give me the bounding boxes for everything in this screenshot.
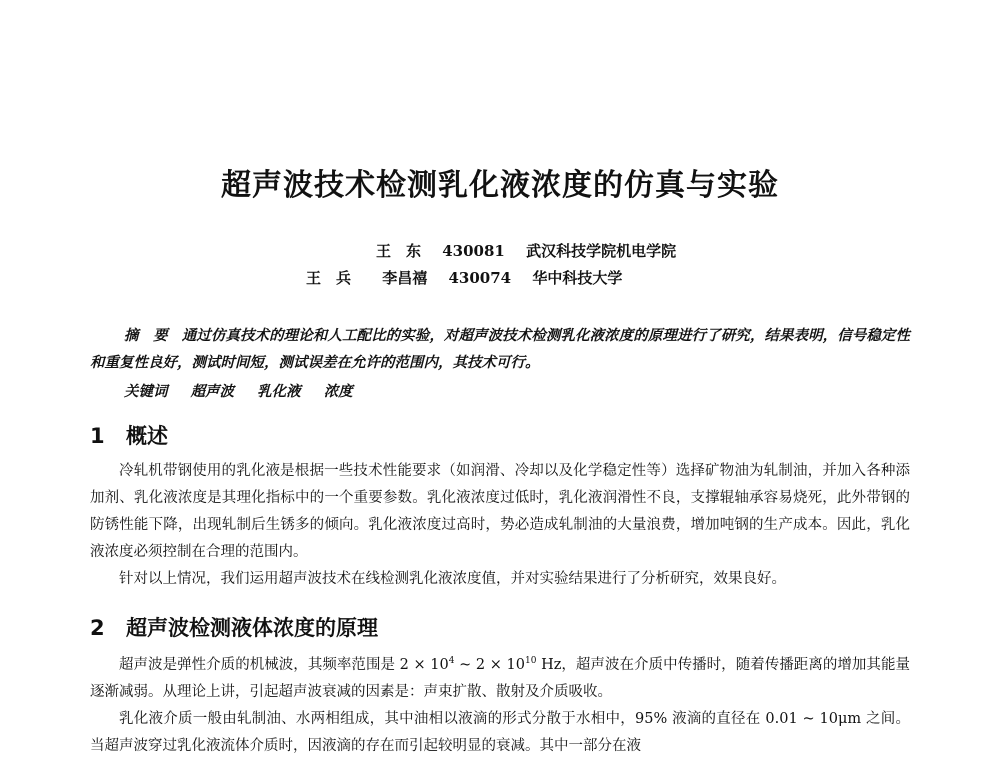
paragraph-text: ~ 2 × 10 <box>454 657 525 673</box>
author-line-1 <box>376 240 676 261</box>
keyword-item: 超声波 <box>190 383 235 400</box>
section-heading-2 <box>90 612 378 642</box>
author-name: 王 兵 <box>306 269 352 287</box>
paragraph-text: 超声波是弹性介质的机械波，其频率范围是 2 × 10 <box>119 657 449 673</box>
abstract <box>90 322 910 376</box>
abstract-label: 摘 要 <box>124 327 168 344</box>
section-number: 2 <box>90 616 105 640</box>
keyword-item: 浓度 <box>323 383 353 400</box>
paragraph: 冷轧机带钢使用的乳化液是根据一些技术性能要求（如润滑、冷却以及化学稳定性等）选择矿物油为轧制油，并加入各种添加剂、乳化液浓度是其理化指标中的一个重要参数。乳化液浓度过低时，乳化液润滑性不良，支撑辊轴承容易烧死，此外带钢的防锈性能下降，出现轧制后生锈多的倾向。乳化液浓度过高时，势必造成轧制油的大量浪费，增加吨钢的生产成本。因此，乳化液浓度必须控制在合理的范围内。 <box>90 463 910 560</box>
author-affiliation: 华中科技大学 <box>532 269 623 287</box>
section-heading-1 <box>90 420 168 450</box>
section-title: 超声波检测液体浓度的原理 <box>126 616 378 640</box>
section-2-body <box>90 652 910 760</box>
abstract-text: 通过仿真技术的理论和人工配比的实验，对超声波技术检测乳化液浓度的原理进行了研究，结果表明，信号稳定性和重复性良好，测试时间短，测试误差在允许的范围内，其技术可行。 <box>90 327 910 371</box>
section-title: 概述 <box>126 424 168 448</box>
superscript: 10 <box>524 656 537 667</box>
author-name: 李昌禧 <box>382 269 428 287</box>
author-line-2 <box>306 267 622 288</box>
author-postcode: 430081 <box>442 242 505 260</box>
paragraph-text: Hz，超声波在介质中传播时，随着传播距离的增加其能量逐渐减弱。从理论上讲，引起超声波衰减的因素是：声束扩散、散射及介质吸收。 <box>90 657 910 700</box>
section-number: 1 <box>90 424 105 448</box>
author-affiliation: 武汉科技学院机电学院 <box>526 242 677 260</box>
author-name: 王 东 <box>376 242 422 260</box>
paragraph <box>90 652 910 706</box>
superscript: 4 <box>448 656 455 667</box>
paper-title: 超声波技术检测乳化液浓度的仿真与实验 <box>221 168 779 203</box>
keywords <box>124 380 371 401</box>
section-1-body <box>90 458 910 593</box>
paragraph: 针对以上情况，我们运用超声波技术在线检测乳化液浓度值，并对实验结果进行了分析研究，效果良好。 <box>119 571 786 587</box>
paragraph: 乳化液介质一般由轧制油、水两相组成，其中油相以液滴的形式分散于水相中，95% 液滴的直径在 0.01 ~ 10μm 之间。当超声波穿过乳化液流体介质时，因液滴的存在而引起较明显的衰减。其中一部分在液 <box>90 711 910 754</box>
keyword-item: 乳化液 <box>257 383 301 400</box>
keywords-label: 关键词 <box>124 383 168 400</box>
author-postcode: 430074 <box>448 269 512 287</box>
